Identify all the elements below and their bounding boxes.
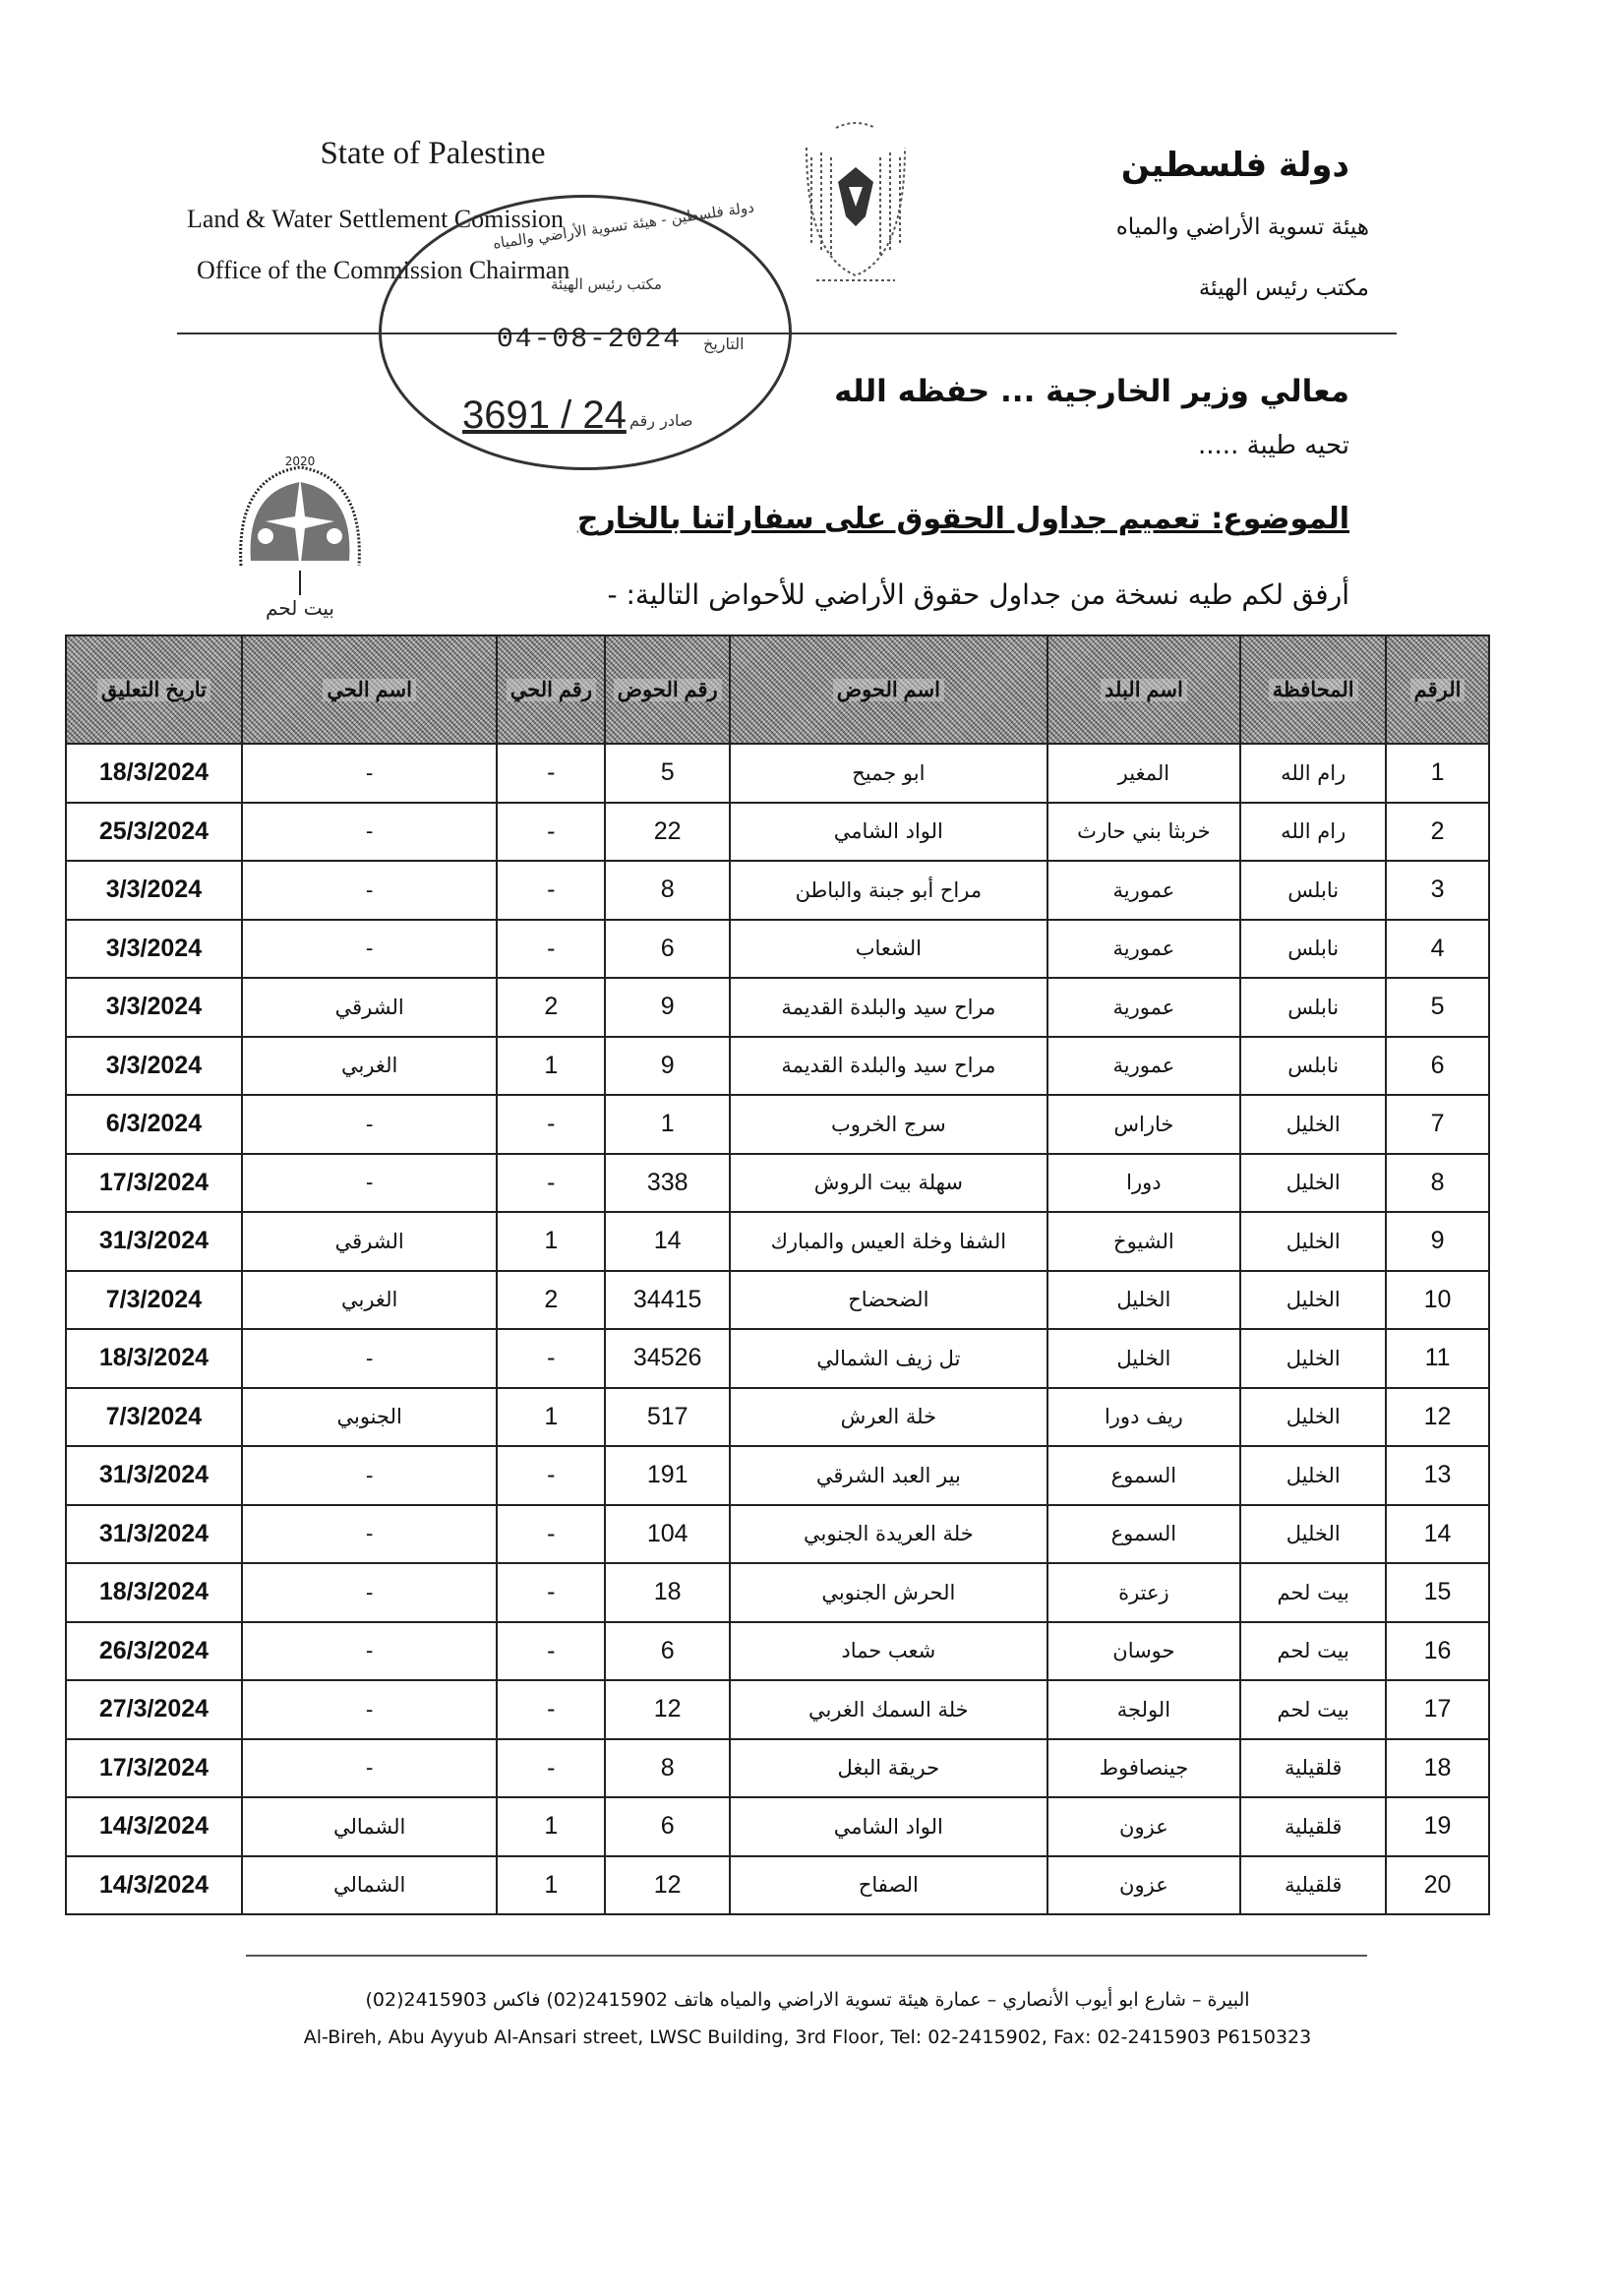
cell-posting-date: 27/3/2024: [66, 1680, 242, 1739]
cell-governorate: نابلس: [1240, 978, 1386, 1037]
cell-basin-name: سرج الخروب: [730, 1095, 1047, 1154]
cell-basin-number: 34415: [605, 1271, 730, 1330]
column-header-basin-number: رقم الحوض: [605, 635, 730, 744]
cell-governorate: نابلس: [1240, 861, 1386, 920]
cell-basin-number: 191: [605, 1446, 730, 1505]
stamp-ring-text: دولة فلسطين - هيئة تسوية الأراضي والمياه: [492, 198, 755, 253]
table-row: [66, 1680, 1489, 1739]
cell-quarter-number: 2: [497, 978, 605, 1037]
cell-basin-number: 9: [605, 978, 730, 1037]
column-header-governorate: المحافظة: [1240, 635, 1386, 744]
cell-quarter-name: -: [242, 1739, 498, 1798]
cell-town: الخليل: [1047, 1271, 1241, 1330]
table-row: [66, 1797, 1489, 1856]
cell-governorate: قلقيلية: [1240, 1856, 1386, 1915]
header-ar-title: دولة فلسطين: [1120, 146, 1349, 185]
logo-caption: بيت لحم: [266, 596, 334, 620]
table-row: [66, 1739, 1489, 1798]
cell-quarter-number: -: [497, 1505, 605, 1564]
land-rights-basins-table: [65, 634, 1490, 1915]
cell-town: جينصافوط: [1047, 1739, 1241, 1798]
header-en-commission: Land & Water Settlement Comission: [187, 205, 565, 233]
cell-posting-date: 14/3/2024: [66, 1856, 242, 1915]
cell-quarter-number: 2: [497, 1271, 605, 1330]
table-row: [66, 861, 1489, 920]
cell-quarter-name: الشمالي: [242, 1797, 498, 1856]
table-row: [66, 803, 1489, 862]
cell-town: السموع: [1047, 1505, 1241, 1564]
cell-basin-name: خلة العرش: [730, 1388, 1047, 1447]
bethlehem-2020-logo-icon: [226, 448, 374, 620]
column-header-basin-name: اسم الحوض: [730, 635, 1047, 744]
cell-posting-date: 18/3/2024: [66, 1329, 242, 1388]
table-row: [66, 1856, 1489, 1915]
cell-basin-number: 12: [605, 1680, 730, 1739]
cell-quarter-number: -: [497, 920, 605, 979]
cell-town: عمورية: [1047, 920, 1241, 979]
table-row: [66, 1212, 1489, 1271]
table-row: [66, 1095, 1489, 1154]
cell-town: عزون: [1047, 1797, 1241, 1856]
cell-basin-number: 22: [605, 803, 730, 862]
cell-basin-number: 6: [605, 1797, 730, 1856]
cell-governorate: قلقيلية: [1240, 1739, 1386, 1798]
cell-town: ريف دورا: [1047, 1388, 1241, 1447]
cell-quarter-number: 1: [497, 1037, 605, 1096]
column-header-quarter-number: رقم الحي: [497, 635, 605, 744]
cell-posting-date: 31/3/2024: [66, 1212, 242, 1271]
cell-number: 6: [1386, 1037, 1489, 1096]
cell-governorate: الخليل: [1240, 1505, 1386, 1564]
cell-quarter-name: -: [242, 1095, 498, 1154]
cell-quarter-name: -: [242, 1680, 498, 1739]
stamp-inner-text: مكتب رئيس الهيئة: [551, 275, 662, 293]
cell-number: 19: [1386, 1797, 1489, 1856]
cell-town: حوسان: [1047, 1622, 1241, 1681]
cell-governorate: قلقيلية: [1240, 1797, 1386, 1856]
cell-basin-name: سهلة بيت الروش: [730, 1154, 1047, 1213]
cell-town: زعترة: [1047, 1563, 1241, 1622]
cell-basin-name: مراح سيد والبلدة القديمة: [730, 1037, 1047, 1096]
stamp-date-label: التاريخ: [703, 334, 745, 353]
cell-quarter-name: -: [242, 803, 498, 862]
stamp-reference-number: 3691 / 24: [462, 393, 627, 437]
cell-quarter-name: الشرقي: [242, 1212, 498, 1271]
cell-basin-number: 6: [605, 920, 730, 979]
cell-basin-number: 9: [605, 1037, 730, 1096]
cell-posting-date: 17/3/2024: [66, 1739, 242, 1798]
cell-quarter-name: -: [242, 1505, 498, 1564]
cell-governorate: نابلس: [1240, 920, 1386, 979]
cell-basin-number: 6: [605, 1622, 730, 1681]
cell-posting-date: 7/3/2024: [66, 1388, 242, 1447]
stamp-reference-label: صادر رقم: [629, 411, 693, 430]
cell-basin-name: مراح أبو جبنة والباطن: [730, 861, 1047, 920]
cell-posting-date: 18/3/2024: [66, 744, 242, 803]
cell-posting-date: 25/3/2024: [66, 803, 242, 862]
cell-number: 2: [1386, 803, 1489, 862]
cell-quarter-number: -: [497, 1154, 605, 1213]
cell-governorate: الخليل: [1240, 1154, 1386, 1213]
cell-quarter-number: 1: [497, 1212, 605, 1271]
cell-town: السموع: [1047, 1446, 1241, 1505]
cell-posting-date: 6/3/2024: [66, 1095, 242, 1154]
cell-basin-name: تل زيف الشمالي: [730, 1329, 1047, 1388]
cell-town: المغير: [1047, 744, 1241, 803]
cell-posting-date: 26/3/2024: [66, 1622, 242, 1681]
cell-number: 9: [1386, 1212, 1489, 1271]
cell-governorate: الخليل: [1240, 1329, 1386, 1388]
table-row: [66, 1037, 1489, 1096]
cell-basin-name: الواد الشامي: [730, 1797, 1047, 1856]
cell-number: 13: [1386, 1446, 1489, 1505]
footer-address-en: Al-Bireh, Abu Ayyub Al-Ansari street, LWSC Building, 3rd Floor, Tel: 02-2415902, Fax: 02-2415903 P6150323: [303, 2026, 1312, 2048]
cell-town: الخليل: [1047, 1329, 1241, 1388]
cell-basin-name: شعب حماد: [730, 1622, 1047, 1681]
cell-quarter-number: -: [497, 744, 605, 803]
cell-posting-date: 3/3/2024: [66, 861, 242, 920]
cell-quarter-name: -: [242, 861, 498, 920]
cell-quarter-number: 1: [497, 1797, 605, 1856]
cell-posting-date: 31/3/2024: [66, 1505, 242, 1564]
cell-town: الشيوخ: [1047, 1212, 1241, 1271]
cell-basin-number: 18: [605, 1563, 730, 1622]
cell-posting-date: 31/3/2024: [66, 1446, 242, 1505]
cell-quarter-number: -: [497, 861, 605, 920]
cell-posting-date: 3/3/2024: [66, 978, 242, 1037]
header-en-title: State of Palestine: [320, 136, 546, 171]
table-row: [66, 920, 1489, 979]
table-row: [66, 1388, 1489, 1447]
cell-basin-name: الحرش الجنوبي: [730, 1563, 1047, 1622]
cell-number: 16: [1386, 1622, 1489, 1681]
table-row: [66, 1563, 1489, 1622]
cell-number: 17: [1386, 1680, 1489, 1739]
cell-posting-date: 14/3/2024: [66, 1797, 242, 1856]
cell-town: عزون: [1047, 1856, 1241, 1915]
cell-number: 4: [1386, 920, 1489, 979]
cell-quarter-name: -: [242, 1154, 498, 1213]
header-ar-office: مكتب رئيس الهيئة: [1198, 275, 1369, 301]
cell-quarter-number: -: [497, 1563, 605, 1622]
cell-governorate: الخليل: [1240, 1095, 1386, 1154]
cell-governorate: الخليل: [1240, 1388, 1386, 1447]
cell-basin-number: 5: [605, 744, 730, 803]
logo-year: 2020: [284, 454, 316, 468]
cell-town: عمورية: [1047, 1037, 1241, 1096]
stamp-date: 04-08-2024: [497, 325, 683, 355]
cell-governorate: بيت لحم: [1240, 1563, 1386, 1622]
table-row: [66, 1329, 1489, 1388]
cell-quarter-number: -: [497, 1329, 605, 1388]
header-ar-commission: هيئة تسوية الأراضي والمياه: [1115, 214, 1369, 240]
footer-address-ar: البيرة – شارع ابو أيوب الأنصاري – عمارة هيئة تسوية الاراضي والمياه هاتف 2415902(02) فاكس 2415903(02): [365, 1989, 1250, 2011]
cell-posting-date: 7/3/2024: [66, 1271, 242, 1330]
cell-quarter-name: الشمالي: [242, 1856, 498, 1915]
cell-basin-name: الصفاح: [730, 1856, 1047, 1915]
table-row: [66, 978, 1489, 1037]
cell-quarter-name: الغربي: [242, 1037, 498, 1096]
column-header-town: اسم البلد: [1047, 635, 1241, 744]
cell-quarter-name: -: [242, 1563, 498, 1622]
cell-number: 3: [1386, 861, 1489, 920]
cell-quarter-number: 1: [497, 1388, 605, 1447]
footer-divider: [246, 1955, 1367, 1957]
cell-basin-name: الضحضاح: [730, 1271, 1047, 1330]
cell-basin-number: 1: [605, 1095, 730, 1154]
cell-quarter-number: -: [497, 1446, 605, 1505]
cell-number: 20: [1386, 1856, 1489, 1915]
letter-greeting: تحيه طيبة .....: [1198, 431, 1349, 460]
cell-town: عمورية: [1047, 861, 1241, 920]
cell-basin-name: خلة العريدة الجنوبي: [730, 1505, 1047, 1564]
cell-number: 15: [1386, 1563, 1489, 1622]
cell-quarter-name: الجنوبي: [242, 1388, 498, 1447]
table-row: [66, 1622, 1489, 1681]
column-header-quarter-name: اسم الحي: [242, 635, 498, 744]
cell-basin-name: مراح سيد والبلدة القديمة: [730, 978, 1047, 1037]
cell-number: 8: [1386, 1154, 1489, 1213]
table-row: [66, 1446, 1489, 1505]
cell-basin-name: حريقة البغل: [730, 1739, 1047, 1798]
cell-basin-number: 104: [605, 1505, 730, 1564]
cell-basin-name: الشفا وخلة العيس والمبارك: [730, 1212, 1047, 1271]
cell-governorate: رام الله: [1240, 744, 1386, 803]
cell-posting-date: 3/3/2024: [66, 920, 242, 979]
cell-town: دورا: [1047, 1154, 1241, 1213]
cell-posting-date: 18/3/2024: [66, 1563, 242, 1622]
cell-governorate: بيت لحم: [1240, 1622, 1386, 1681]
cell-quarter-name: -: [242, 1446, 498, 1505]
cell-quarter-number: -: [497, 1739, 605, 1798]
cell-quarter-number: -: [497, 1680, 605, 1739]
cell-governorate: الخليل: [1240, 1446, 1386, 1505]
cell-quarter-number: 1: [497, 1856, 605, 1915]
cell-basin-number: 8: [605, 861, 730, 920]
cell-basin-number: 8: [605, 1739, 730, 1798]
cell-number: 1: [1386, 744, 1489, 803]
letter-addressee: معالي وزير الخارجية ... حفظه الله: [834, 374, 1349, 409]
cell-basin-name: خلة السمك الغربي: [730, 1680, 1047, 1739]
cell-basin-number: 34526: [605, 1329, 730, 1388]
cell-basin-name: الواد الشامي: [730, 803, 1047, 862]
column-header-number: الرقم: [1386, 635, 1489, 744]
cell-basin-number: 14: [605, 1212, 730, 1271]
cell-posting-date: 17/3/2024: [66, 1154, 242, 1213]
cell-governorate: نابلس: [1240, 1037, 1386, 1096]
table-body: [66, 744, 1489, 1914]
cell-quarter-name: الغربي: [242, 1271, 498, 1330]
cell-basin-name: الشعاب: [730, 920, 1047, 979]
cell-basin-number: 12: [605, 1856, 730, 1915]
cell-governorate: الخليل: [1240, 1212, 1386, 1271]
cell-quarter-number: -: [497, 1622, 605, 1681]
header-en-office: Office of the Commission Chairman: [197, 256, 570, 284]
cell-number: 7: [1386, 1095, 1489, 1154]
cell-quarter-name: الشرقي: [242, 978, 498, 1037]
cell-basin-name: ابو جميح: [730, 744, 1047, 803]
cell-quarter-name: -: [242, 1622, 498, 1681]
table-header-row: [66, 635, 1489, 744]
cell-number: 12: [1386, 1388, 1489, 1447]
cell-quarter-name: -: [242, 1329, 498, 1388]
cell-quarter-name: -: [242, 920, 498, 979]
cell-quarter-number: -: [497, 803, 605, 862]
cell-number: 18: [1386, 1739, 1489, 1798]
cell-town: عمورية: [1047, 978, 1241, 1037]
cell-quarter-name: -: [242, 744, 498, 803]
table-row: [66, 1271, 1489, 1330]
cell-number: 14: [1386, 1505, 1489, 1564]
cell-quarter-number: -: [497, 1095, 605, 1154]
cell-governorate: رام الله: [1240, 803, 1386, 862]
palestine-eagle-emblem-icon: [787, 108, 925, 295]
cell-town: خربثا بني حارث: [1047, 803, 1241, 862]
cell-governorate: بيت لحم: [1240, 1680, 1386, 1739]
cell-town: خاراس: [1047, 1095, 1241, 1154]
cell-basin-name: بير العبد الشرقي: [730, 1446, 1047, 1505]
cell-posting-date: 3/3/2024: [66, 1037, 242, 1096]
cell-town: الولجة: [1047, 1680, 1241, 1739]
cell-number: 11: [1386, 1329, 1489, 1388]
column-header-posting-date: تاريخ التعليق: [66, 635, 242, 744]
letter-intro: أرفق لكم طيه نسخة من جداول حقوق الأراضي للأحواض التالية: -: [607, 578, 1349, 611]
cell-number: 5: [1386, 978, 1489, 1037]
cell-basin-number: 338: [605, 1154, 730, 1213]
cell-governorate: الخليل: [1240, 1271, 1386, 1330]
cell-basin-number: 517: [605, 1388, 730, 1447]
table-row: [66, 744, 1489, 803]
cell-number: 10: [1386, 1271, 1489, 1330]
table-row: [66, 1154, 1489, 1213]
letter-subject: الموضوع: تعميم جداول الحقوق على سفاراتنا بالخارج: [576, 502, 1349, 536]
table-row: [66, 1505, 1489, 1564]
